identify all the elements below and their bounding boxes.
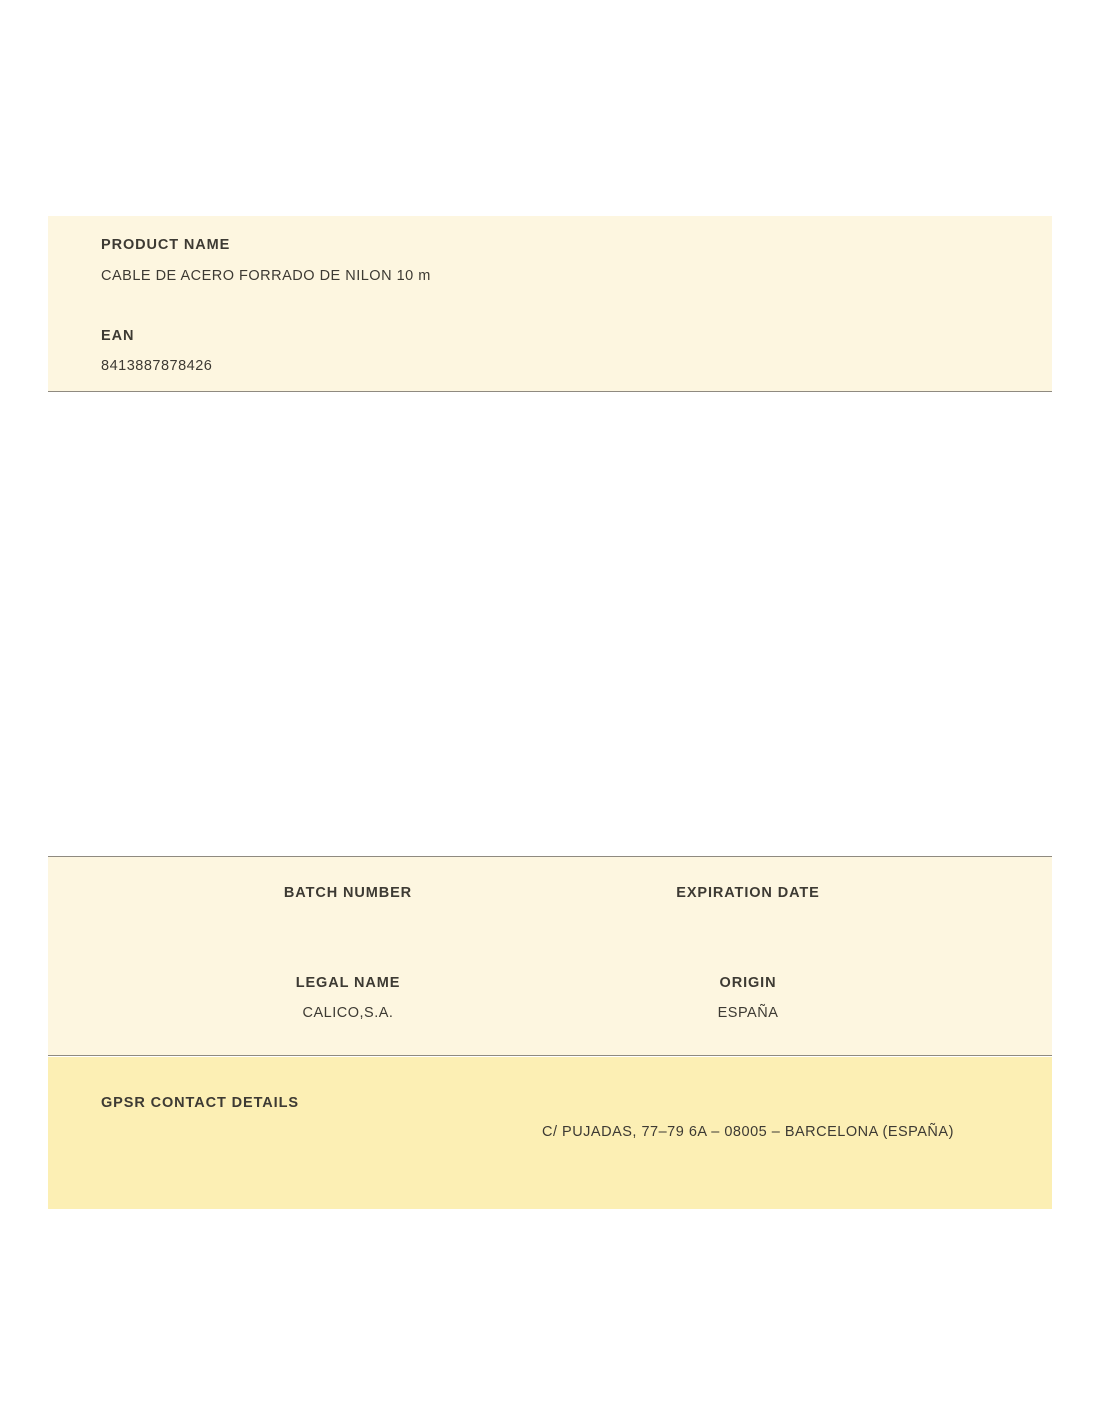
product-name-value: CABLE DE ACERO FORRADO DE NILON 10 m [101,268,431,284]
product-name-label: PRODUCT NAME [101,237,231,253]
gpsr-contact-block [48,1057,1052,1209]
gpsr-contact-value: C/ PUJADAS, 77–79 6A – 08005 – BARCELONA (ESPAÑA) [542,1124,954,1140]
gpsr-contact-label: GPSR CONTACT DETAILS [101,1095,299,1111]
details-column-left [138,857,558,1055]
legal-name-value: CALICO,S.A. [302,1005,394,1021]
expiration-date-label: EXPIRATION DATE [676,885,820,901]
ean-value: 8413887878426 [101,358,213,374]
legal-name-label: LEGAL NAME [295,975,401,991]
batch-number-label: BATCH NUMBER [283,885,413,901]
details-column-right [538,857,958,1055]
ean-label: EAN [101,328,135,344]
origin-value: ESPAÑA [717,1005,779,1021]
origin-label: ORIGIN [719,975,777,991]
product-info-block [48,216,1052,392]
details-block [48,856,1052,1056]
